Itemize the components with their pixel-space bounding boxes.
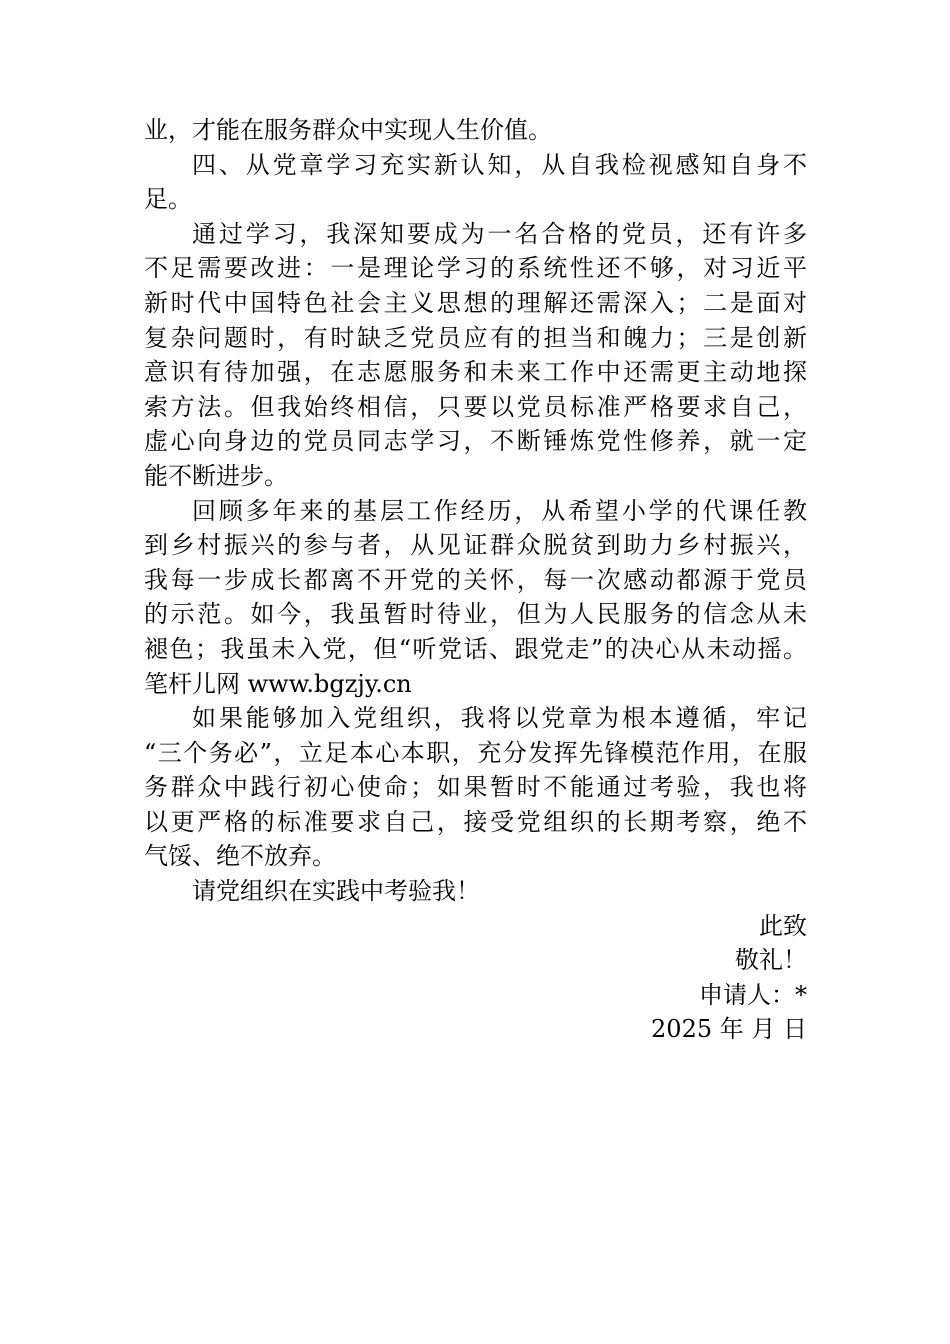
paragraph-line: 不足需要改进：一是理论学习的系统性还不够，对习近平 [144,254,807,283]
watermark-line: 笔杆儿网 www.bgzjy.cn [144,669,412,698]
request-line: 请党组织在实践中考验我！ [192,877,480,906]
closing-salutation: 此致 [759,911,807,940]
paragraph-line: 气馁、绝不放弃。 [144,842,336,871]
paragraph-line: 以更严格的标准要求自己，接受党组织的长期考察，绝不 [144,807,807,836]
paragraph-line: 虚心向身边的党员同志学习，不断锤炼党性修养，就一定 [144,427,807,456]
date-line: 2025 年 月 日 [651,1015,807,1044]
paragraph-line: 我每一步成长都离不开党的关怀，每一次感动都源于党员 [144,565,807,594]
paragraph-line: 的示范。如今，我虽暂时待业，但为人民服务的信念从未 [144,600,807,629]
paragraph-line: 务群众中践行初心使命；如果暂时不能通过考验，我也将 [144,773,807,802]
section-heading: 四、从党章学习充实新认知，从自我检视感知自身不 [192,150,807,179]
paragraph-line: 如果能够加入党组织，我将以党章为根本遵循，牢记 [192,704,807,733]
paragraph-line: 索方法。但我始终相信，只要以党员标准严格要求自己， [144,392,807,421]
paragraph-line: 褪色；我虽未入党，但“听党话、跟党走”的决心从未动摇。 [144,634,807,663]
paragraph-line: 回顾多年来的基层工作经历，从希望小学的代课任教 [192,496,807,525]
text-line: 足。 [144,185,192,214]
paragraph-line: “三个务必”，立足本心本职，充分发挥先锋模范作用，在服 [144,738,807,767]
paragraph-line: 新时代中国特色社会主义思想的理解还需深入；二是面对 [144,288,807,317]
paragraph-line: 意识有待加强，在志愿服务和未来工作中还需更主动地探 [144,358,807,387]
applicant-signature: 申请人：* [699,980,807,1009]
paragraph-line: 通过学习，我深知要成为一名合格的党员，还有许多 [192,219,807,248]
paragraph-line: 复杂问题时，有时缺乏党员应有的担当和魄力；三是创新 [144,323,807,352]
closing-regards: 敬礼！ [735,946,807,975]
paragraph-line: 到乡村振兴的参与者，从见证群众脱贫到助力乡村振兴， [144,531,807,560]
document-page [144,113,807,1047]
paragraph-line: 能不断进步。 [144,461,288,490]
text-line: 业，才能在服务群众中实现人生价值。 [144,116,552,144]
